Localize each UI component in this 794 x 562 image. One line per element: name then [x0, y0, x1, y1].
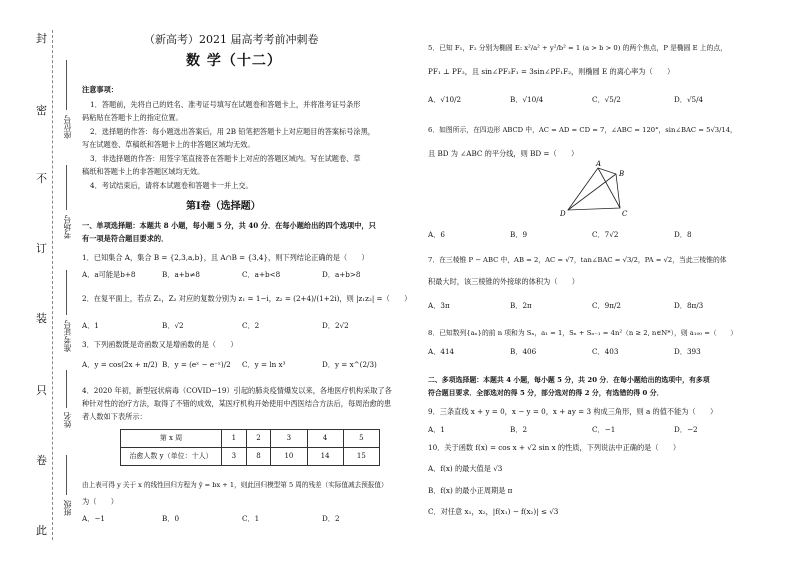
title-line1: （新高考）2021 届高考考前冲刺卷 [144, 33, 319, 46]
figure-label-c: C [622, 210, 628, 218]
question-4-cont: 种针对性的治疗方法，取得了不错的成效，某医疗机构开始使用中西医结合方法后，每周治愈的患 [82, 399, 392, 408]
quadrilateral-figure [556, 160, 636, 222]
question-4: 4．2020 年初，新型冠状病毒（COVID−19）引起的肺炎疫情爆发以来，各地医疗机构采取了各 [82, 386, 392, 395]
title-line2: 数 学（十二） [186, 53, 282, 69]
seal-char: 封 [36, 32, 47, 45]
q5-option-b[interactable]: B．√10/4 [510, 95, 544, 104]
q4-option-a[interactable]: A．−1 [82, 514, 105, 523]
table-cell: 1 [222, 430, 247, 448]
class-label: 班级 [63, 500, 72, 516]
q5-option-d[interactable]: D．√5/4 [674, 95, 704, 104]
q3-option-b[interactable]: B．y = (eˣ − e⁻ˣ)/2 [162, 360, 231, 369]
seat-number-blank[interactable] [66, 60, 67, 110]
q4-option-c[interactable]: C．1 [242, 514, 260, 523]
name-label: 姓名 [63, 412, 72, 428]
q5-option-a[interactable]: A．√10/2 [428, 95, 462, 104]
q10-option-b[interactable]: B．f(x) 的最小正周期是 π [428, 486, 513, 495]
data-table [120, 429, 380, 466]
question-9: 9．三条直线 x + y = 0，x − y = 0，x + ay = 3 构成三角形，则 a 的值不能为（ ） [428, 407, 718, 416]
part-title: 第Ⅰ卷（选择题） [186, 201, 261, 212]
seal-char: 密 [36, 104, 47, 117]
class-blank[interactable] [66, 455, 67, 495]
table-cell: 8 [246, 448, 271, 466]
question-2: 2．在复平面上，若点 Z₁，Z₂ 对应的复数分别为 z₁ = 1−i，z₂ = (2+4)/(1+2i)，则 |z₁z₂| =（ ） [82, 294, 412, 303]
question-5: 5．已知 F₁，F₂ 分别为椭圆 E: x²/a² + y²/b² = 1 (a > b > 0) 的两个焦点，P 是椭圆 E 上的点， [428, 44, 727, 52]
section1-heading: 一、单项选择题：本题共 8 小题，每小题 5 分，共 40 分．在每小题给出的四个选项中，只 [82, 221, 376, 230]
table-cell: 14 [307, 448, 343, 466]
q9-option-d[interactable]: D．−2 [674, 425, 698, 434]
question-7: 7．在三棱锥 P − ABC 中，AB = 2，AC = √7，tan∠BAC = √3/2，PA = √2，当此三棱锥的体 [428, 256, 727, 264]
q3-option-a[interactable]: A．y = cos(2x + π/2) [82, 360, 158, 369]
q8-option-b[interactable]: B．406 [510, 347, 537, 356]
seal-char: 订 [36, 242, 47, 255]
q8-option-a[interactable]: A．414 [428, 347, 455, 356]
seal-char: 此 [36, 524, 47, 537]
notice-line: 写在试题卷、草稿纸和答题卡上的非答题区域均无效。 [82, 140, 255, 149]
seal-line [52, 30, 53, 540]
seal-char: 只 [36, 384, 47, 397]
seal-char: 不 [36, 172, 47, 185]
table-cell: 5 [343, 430, 379, 448]
admission-number-blank[interactable] [66, 270, 67, 315]
question-10: 10．关于函数 f(x) = cos x + √2 sin x 的性质，下列说法中正确的是（ ） [428, 443, 681, 452]
q7-option-c[interactable]: C．9π/2 [592, 301, 621, 310]
q10-option-c[interactable]: C．对任意 x₁，x₂，|f(x₁) − f(x₂)| ≤ √3 [428, 507, 559, 516]
question-7-cont: 积最大时，该三棱锥的外接球的体积为（ ） [428, 277, 579, 286]
q4-option-d[interactable]: D．2 [322, 514, 340, 523]
exam-room-blank[interactable] [66, 165, 67, 210]
notice-line: 2．选择题的作答：每小题选出答案后，用 2B 铅笔把答题卡上对应题目的答案标号涂黑， [90, 127, 375, 136]
q1-option-b[interactable]: B．a+b≠8 [162, 270, 200, 279]
seal-char: 卷 [36, 454, 47, 467]
section2-heading: 二、多项选择题：本题共 4 小题，每小题 5 分，共 20 分．在每小题给出的选项中，有多项 [428, 376, 710, 384]
section2-heading-cont: 符合题目要求．全部选对的得 5 分，部分选对的得 2 分，有选错的得 0 分． [428, 389, 664, 397]
binding-strip [0, 0, 78, 562]
table-cell: 3 [271, 430, 307, 448]
q7-option-d[interactable]: D．8π/3 [674, 301, 704, 310]
notice-line: 码粘贴在答题卡上的指定位置。 [82, 113, 183, 122]
table-cell: 2 [246, 430, 271, 448]
figure-label-d: D [560, 210, 566, 218]
q3-option-c[interactable]: C．y = ln x³ [242, 360, 286, 369]
figure-diagonal-ac [598, 168, 620, 208]
notice-line: 稿纸和答题卡上的非答题区域均无效。 [82, 167, 205, 176]
q8-option-d[interactable]: D．393 [674, 347, 701, 356]
table-row [121, 448, 380, 466]
q1-option-c[interactable]: C．a+b<8 [242, 270, 281, 279]
notice-line: 1．答题前，先将自己的姓名、准考证号填写在试题卷和答题卡上，并将准考证号条形 [90, 100, 361, 109]
q4-option-b[interactable]: B．0 [162, 514, 180, 523]
question-4-cont: 为（ ） [82, 497, 118, 506]
table-cell: 4 [307, 430, 343, 448]
table-header-cell: 第 x 周 [121, 430, 222, 448]
question-6: 6．如图所示，在四边形 ABCD 中，AC = AD = CD = 7，∠ABC = 120°，sin∠BAC = 5√3/14， [428, 126, 737, 134]
question-5-cont: PF₁ ⊥ PF₂，且 sin∠PF₂F₁ = 3sin∠PF₁F₂，则椭圆 E 的离心率为（ ） [428, 67, 675, 76]
notice-line: 3．非选择题的作答：用签字笔直接答在答题卡上对应的答题区域内。写在试题卷、草 [90, 154, 361, 163]
table-cell: 10 [271, 448, 307, 466]
q9-option-b[interactable]: B．2 [510, 425, 528, 434]
question-4-cont: 者人数如下表所示： [82, 412, 147, 421]
section1-heading-cont: 有一项是符合题目要求的． [82, 234, 169, 243]
notice-line: 4．考试结束后，请将本试题卷和答题卡一并上交。 [90, 181, 253, 190]
question-1: 1．已知集合 A，集合 B = {2,3,a,b}，且 A∩B = {3,4}，则下列结论正确的是（ ） [82, 253, 369, 262]
question-6-cont: 且 BD 为 ∠ABC 的平分线，则 BD =（ ） [428, 149, 579, 158]
notice-title: 注意事项： [82, 85, 118, 94]
exam-room-label: 考场号 [63, 215, 72, 239]
seal-char: 装 [36, 312, 47, 325]
q6-option-a[interactable]: A．6 [428, 230, 445, 239]
q3-option-d[interactable]: D．y = x^(2/3) [322, 360, 377, 369]
q7-option-b[interactable]: B．2π [510, 301, 532, 310]
q6-option-d[interactable]: D．8 [674, 230, 692, 239]
table-header-cell: 治愈人数 y（单位：十人） [121, 448, 222, 466]
figure-label-a: A [596, 160, 602, 168]
q5-option-c[interactable]: C．√5/2 [592, 95, 621, 104]
q2-option-c[interactable]: C．2 [242, 321, 260, 330]
q1-option-d[interactable]: D．a+b>8 [322, 270, 361, 279]
name-blank[interactable] [66, 370, 67, 408]
q9-option-a[interactable]: A．1 [428, 425, 445, 434]
figure-label-b: B [619, 170, 625, 178]
q1-option-a[interactable]: A．a可能是b+8 [82, 270, 136, 279]
table-row [121, 430, 380, 448]
q6-option-c[interactable]: C．7√2 [592, 230, 619, 239]
q2-option-a[interactable]: A．1 [82, 321, 99, 330]
question-3: 3．下列函数既是奇函数又是增函数的是（ ） [82, 340, 238, 349]
seat-number-label: 座位号 [63, 115, 72, 139]
table-cell: 3 [222, 448, 247, 466]
q6-option-b[interactable]: B．9 [510, 230, 528, 239]
q10-option-a[interactable]: A．f(x) 的最大值是 √3 [428, 464, 503, 473]
q7-option-a[interactable]: A．3π [428, 301, 450, 310]
q2-option-d[interactable]: D．2√2 [322, 321, 349, 330]
admission-number-label: 准考证号 [63, 320, 72, 352]
q2-option-b[interactable]: B．√2 [162, 321, 184, 330]
figure-diagonal-bd [568, 174, 616, 210]
q9-option-c[interactable]: C．−1 [592, 425, 616, 434]
table-cell: 15 [343, 448, 379, 466]
q8-option-c[interactable]: C．403 [592, 347, 619, 356]
question-8: 8．已知数列{aₙ}的前 n 项和为 Sₙ，a₁ = 1，Sₙ + Sₙ₋₁ = 4n²（n ≥ 2, n∈N*），则 a₁₀₀ =（ ） [428, 329, 738, 337]
question-4-cont: 由上表可得 y 关于 x 的线性回归方程为 ŷ = bx + 1，则此回归模型第 5 周的残差（实际值减去预报值） [82, 481, 388, 489]
